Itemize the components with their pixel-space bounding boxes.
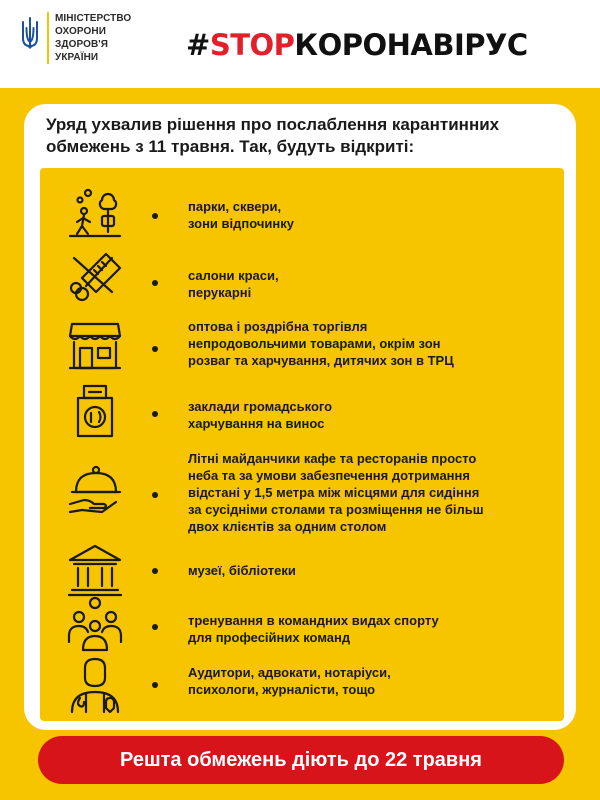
item-text [188, 664, 558, 698]
bullet-dot [152, 624, 158, 630]
ministry-logo-text [47, 12, 131, 64]
list-item [40, 382, 564, 446]
list-item [40, 446, 564, 542]
takeaway-bag-icon [66, 382, 124, 440]
item-text [188, 450, 558, 535]
item-text [188, 198, 558, 232]
hashtag-stop: STOP [209, 28, 295, 62]
item-line: неба та за умови забезпечення дотримання [188, 468, 470, 483]
ministry-line: УКРАЇНИ [55, 52, 99, 63]
item-line: перукарні [188, 285, 252, 300]
item-line: двох клієнтів за одним столом [188, 519, 387, 534]
bullet-dot [152, 568, 158, 574]
intro-text [46, 114, 556, 158]
bullet-dot [152, 213, 158, 219]
scissors-comb-icon [66, 250, 124, 308]
item-line: парки, сквери, [188, 199, 282, 214]
item-line: Аудитори, адвокати, нотаріуси, [188, 665, 391, 680]
list-item [40, 316, 564, 380]
bullet-dot [152, 346, 158, 352]
item-line: психологи, журналісти, тощо [188, 682, 376, 697]
list-item [40, 250, 564, 310]
ministry-line: МІНІСТЕРСТВО [55, 13, 132, 24]
open-places-list [40, 168, 564, 721]
trident-emblem-icon [20, 16, 40, 50]
item-line: зони відпочинку [188, 216, 294, 231]
sports-team-icon [66, 596, 124, 654]
item-text [188, 318, 558, 369]
shop-icon [66, 318, 124, 376]
intro-line: Уряд ухвалив рішення про послаблення карантинних [46, 115, 500, 134]
item-line: тренування в командних видах спорту [188, 613, 439, 628]
item-line: непродовольчими товарами, окрім зон [188, 336, 441, 351]
list-item [40, 592, 564, 652]
park-icon [66, 186, 124, 244]
restrictions-banner [38, 736, 564, 784]
hashtag-rest: КОРОНАВІРУС [294, 28, 528, 62]
item-line: заклади громадського [188, 399, 333, 414]
professional-person-icon [66, 656, 124, 714]
item-line: для професійних команд [188, 630, 351, 645]
ministry-line: ЗДОРОВ'Я [55, 39, 109, 50]
list-item [40, 656, 564, 716]
item-text [188, 267, 558, 301]
food-tray-icon [66, 462, 124, 520]
item-line: музеї, бібліотеки [188, 563, 296, 578]
banner-text: Решта обмежень діють до 22 травня [120, 748, 482, 771]
campaign-hashtag [186, 28, 528, 62]
item-text [188, 562, 558, 579]
item-line: Літні майданчики кафе та ресторанів просто [188, 451, 477, 466]
hashtag-prefix: # [186, 28, 210, 62]
item-line: харчування на винос [188, 416, 325, 431]
item-line: розваг та харчування, дитячих зон в ТРЦ [188, 353, 454, 368]
header [0, 0, 600, 92]
list-item [40, 184, 564, 244]
bullet-dot [152, 682, 158, 688]
item-text [188, 612, 558, 646]
bullet-dot [152, 492, 158, 498]
item-text [188, 398, 558, 432]
bullet-dot [152, 411, 158, 417]
ministry-line: ОХОРОНИ [55, 26, 107, 37]
intro-line: обмежень з 11 травня. Так, будуть відкриті: [46, 137, 415, 156]
bullet-dot [152, 280, 158, 286]
item-line: відстані у 1,5 метра між місцями для сидіння [188, 485, 480, 500]
item-line: оптова і роздрібна торгівля [188, 319, 368, 334]
item-line: за сусідніми столами та розміщення не більш [188, 502, 484, 517]
item-line: салони краси, [188, 268, 279, 283]
